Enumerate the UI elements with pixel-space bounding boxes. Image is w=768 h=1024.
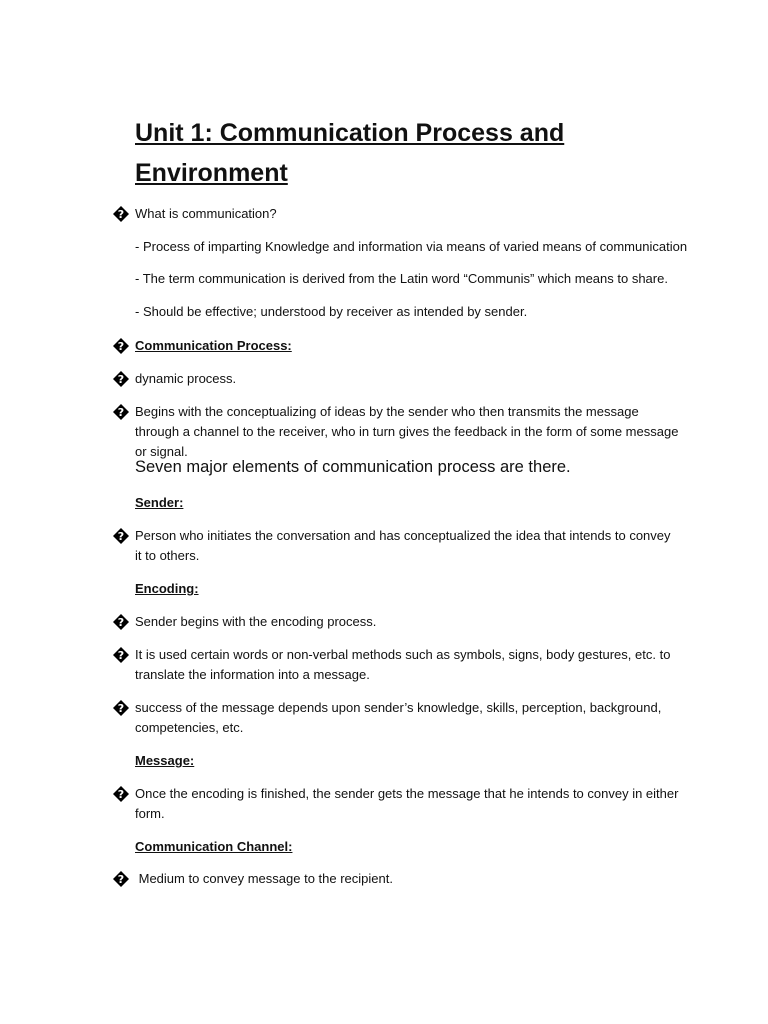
svg-text:?: ?	[117, 406, 125, 419]
title-line-1: Unit 1: Communication Process and	[135, 119, 565, 147]
encoding-point-3: success of the message depends upon sender’s knowledge, skills, perception, background, competencies, etc.	[135, 700, 662, 735]
process-point-dynamic: dynamic process.	[135, 371, 237, 386]
svg-text:?: ?	[117, 788, 125, 801]
encoding-point-1: Sender begins with the encoding process.	[135, 614, 377, 629]
svg-text:?: ?	[117, 208, 125, 221]
message-heading: Message:	[135, 753, 195, 768]
bullet-icon	[113, 404, 129, 420]
bullet-icon	[113, 206, 129, 222]
encoding-point-2: It is used certain words or non-verbal methods such as symbols, signs, body gestures, etc. to translate the information into a message.	[135, 647, 671, 682]
channel-point: Medium to convey message to the recipient.	[135, 871, 393, 886]
question-what-is-communication: What is communication?	[135, 206, 277, 221]
sender-point: Person who initiates the conversation and has conceptualized the idea that intends to convey it to others.	[135, 528, 671, 563]
title-line-2: Environment	[135, 159, 288, 187]
sender-heading: Sender:	[135, 495, 184, 510]
svg-text:?: ?	[117, 616, 125, 629]
bullet-icon	[113, 614, 129, 630]
svg-text:?: ?	[117, 373, 125, 386]
bullet-icon	[113, 871, 129, 887]
document-title	[135, 113, 735, 193]
encoding-heading: Encoding:	[135, 581, 199, 596]
definition-line-1: - Process of imparting Knowledge and information via means of varied means of communication	[135, 239, 688, 254]
definition-line-3: - Should be effective; understood by receiver as intended by sender.	[135, 304, 528, 319]
bullet-icon	[113, 528, 129, 544]
communication-process-heading: Communication Process:	[135, 338, 292, 353]
svg-text:?: ?	[117, 702, 125, 715]
bullet-icon	[113, 338, 129, 354]
seven-elements-statement: Seven major elements of communication process are there.	[135, 458, 571, 476]
svg-text:?: ?	[117, 649, 125, 662]
bullet-icon	[113, 786, 129, 802]
communication-channel-heading: Communication Channel:	[135, 839, 293, 854]
svg-text:?: ?	[117, 873, 125, 886]
bullet-icon	[113, 700, 129, 716]
bullet-icon	[113, 647, 129, 663]
message-point: Once the encoding is finished, the sender gets the message that he intends to convey in either form.	[135, 786, 679, 821]
definition-line-2: - The term communication is derived from the Latin word “Communis” which means to share.	[135, 271, 668, 286]
process-point-begins: Begins with the conceptualizing of ideas by the sender who then transmits the message through a channel to the receiver, who in turn gives the feedback in the form of some message or signal.	[135, 404, 679, 459]
svg-text:?: ?	[117, 530, 125, 543]
svg-text:?: ?	[117, 340, 125, 353]
bullet-icon	[113, 371, 129, 387]
